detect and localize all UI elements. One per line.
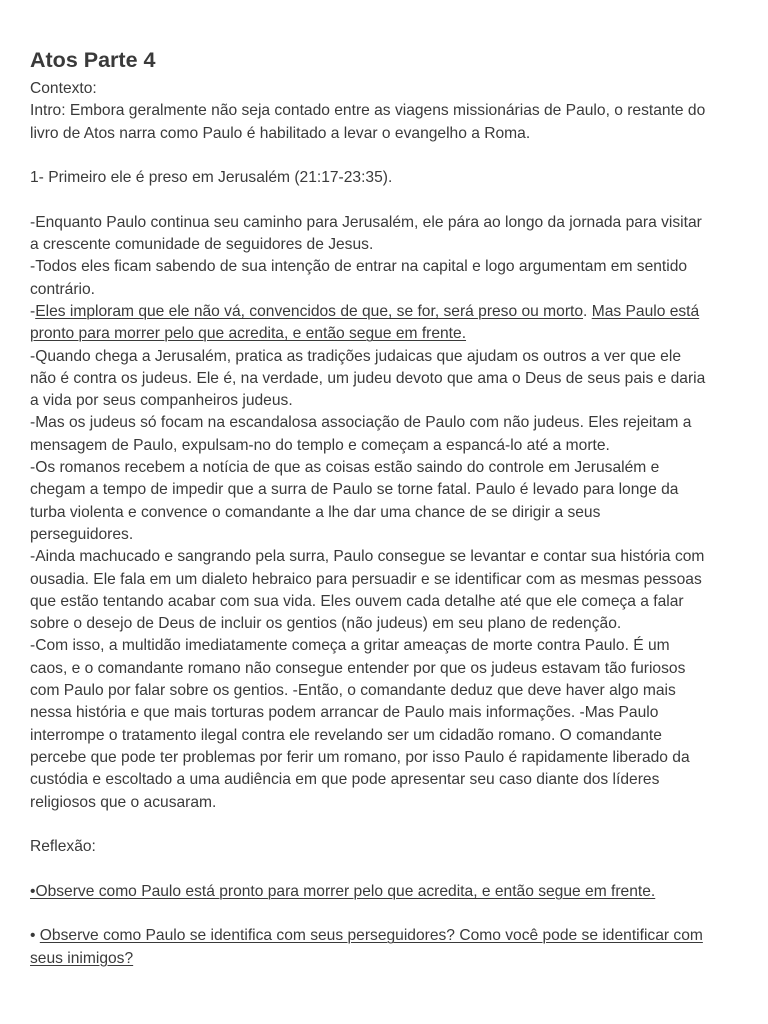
body-line: com Paulo por falar sobre os gentios. -Então, o comandante deduz que deve haver algo mais <box>30 682 676 700</box>
separator-text: . <box>583 302 592 320</box>
body-line: turba violenta e convence o comandante a lhe dar uma chance de se dirigir a seus <box>30 503 601 521</box>
document-page <box>30 44 742 970</box>
body-line: custódia e escoltado a uma audiência em que pode apresentar seu caso diante dos líderes <box>30 771 660 789</box>
body-line: a crescente comunidade de seguidores de Jesus. <box>30 236 374 254</box>
blank-line <box>30 189 742 211</box>
underlined-text: Eles imploram que ele não vá, convencidos de que, se for, será preso ou morto <box>35 302 584 320</box>
context-label: Contexto: <box>30 80 97 97</box>
body-line: a vida por seus companheiros judeus. <box>30 392 293 410</box>
bullet-marker: • <box>30 927 40 945</box>
body-line: -Enquanto Paulo continua seu caminho para Jerusalém, ele pára ao longo da jornada para visitar <box>30 213 702 231</box>
blank-line <box>30 858 742 880</box>
point-heading: 1- Primeiro ele é preso em Jerusalém (21:17-23:35). <box>30 169 393 187</box>
reflection-bullet-continuation <box>30 948 742 970</box>
body-line: que estão tentando acabar com sua vida. Eles ouvem cada detalhe até que ele começa a falar <box>30 592 684 610</box>
reflection-bullet <box>30 925 742 947</box>
body-line: perseguidores. <box>30 525 134 543</box>
body-line: religiosos que o acusaram. <box>30 793 217 811</box>
body-line: -Ainda machucado e sangrando pela surra, Paulo consegue se levantar e contar sua história com <box>30 548 705 566</box>
body-line: nessa história e que mais torturas podem arrancar de Paulo mais informações. -Mas Paulo <box>30 704 659 722</box>
blank-line <box>30 814 742 836</box>
body-line: mensagem de Paulo, expulsam-no do templo e começam a espancá-lo até a morte. <box>30 436 610 454</box>
body-line: contrário. <box>30 280 96 298</box>
body-line: caos, e o comandante romano não consegue entender por que os judeus estavam tão furiosos <box>30 659 686 677</box>
blank-line <box>30 145 742 167</box>
underlined-line <box>30 301 742 323</box>
underlined-text: seus inimigos? <box>30 949 134 967</box>
body-line: chegam a tempo de impedir que a surra de Paulo se torne fatal. Paulo é levado para longe da <box>30 481 679 499</box>
body-line: não é contra os judeus. Ele é, na verdade, um judeu devoto que ama o Deus de seus pais e daria <box>30 369 706 387</box>
body-line: -Todos eles ficam sabendo de sua intenção de entrar na capital e logo argumentam em sentido <box>30 258 688 276</box>
body-line: sobre o desejo de Deus de incluir os gentios (não judeus) em seu plano de redenção. <box>30 615 622 633</box>
underlined-text: Mas Paulo está <box>591 302 700 320</box>
underlined-line <box>30 323 742 345</box>
intro-line: Intro: Embora geralmente não seja contado entre as viagens missionárias de Paulo, o restante do <box>30 102 706 120</box>
underlined-text: •Observe como Paulo está pronto para morrer pelo que acredita, e então segue em frente. <box>30 882 656 900</box>
page-title: Atos Parte 4 <box>30 48 156 72</box>
body-line: -Mas os judeus só focam na escandalosa associação de Paulo com não judeus. Eles rejeitam a <box>30 414 692 432</box>
body-line: -Quando chega a Jerusalém, pratica as tradições judaicas que ajudam os outros a ver que ele <box>30 347 681 365</box>
reflection-label: Reflexão: <box>30 838 96 856</box>
body-line: -Os romanos recebem a notícia de que as coisas estão saindo do controle em Jerusalém e <box>30 459 660 477</box>
reflection-bullet <box>30 881 742 903</box>
blank-line <box>30 903 742 925</box>
body-line: ousadia. Ele fala em um dialeto hebraico para persuadir e se identificar com as mesmas pessoas <box>30 570 702 588</box>
body-line: interrompe o tratamento ilegal contra ele revelando ser um cidadão romano. O comandante <box>30 726 662 744</box>
underlined-text: Observe como Paulo se identifica com seus perseguidores? Como você pode se identificar com <box>39 927 703 945</box>
dash-text: - <box>30 302 36 320</box>
body-line: -Com isso, a multidão imediatamente começa a gritar ameaças de morte contra Paulo. É um <box>30 637 670 655</box>
body-line: percebe que pode ter problemas por ferir um romano, por isso Paulo é rapidamente liberado da <box>30 748 690 766</box>
underlined-text: pronto para morrer pelo que acredita, e então segue em frente. <box>30 325 467 343</box>
intro-line: livro de Atos narra como Paulo é habilitado a levar o evangelho a Roma. <box>30 124 531 142</box>
